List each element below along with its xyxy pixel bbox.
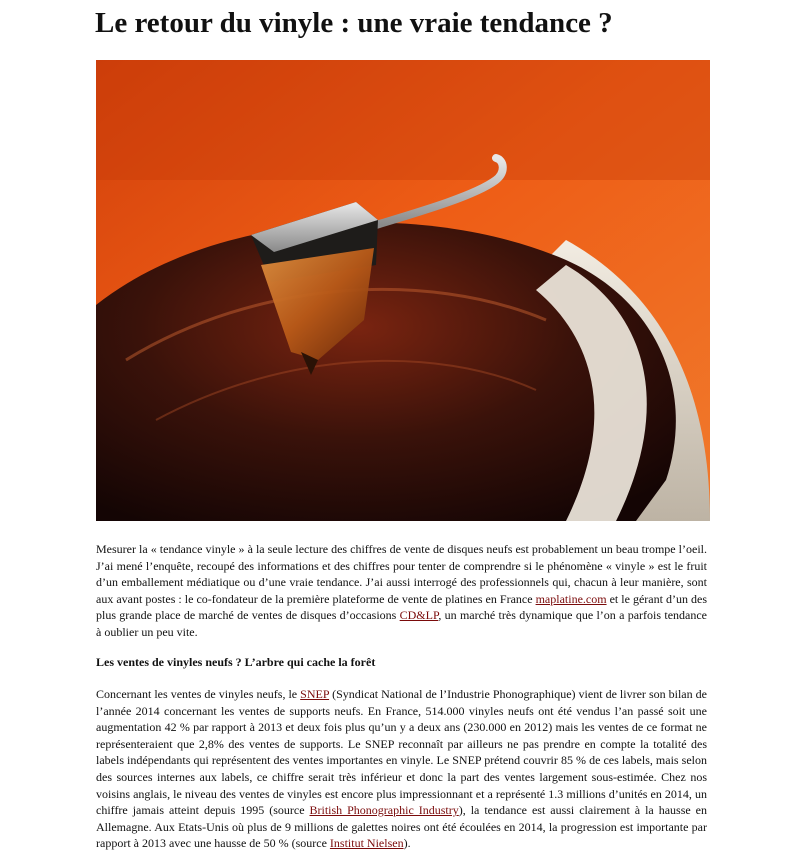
intro-text-2: et le gérant d’un des plus grande place de marché de ventes de disques d’occasions xyxy=(96,591,707,623)
sales-text-1: Concernant les ventes de vinyles neufs, le xyxy=(96,687,301,701)
link-snep[interactable]: SNEP xyxy=(300,687,330,701)
link-maplatine[interactable]: maplatine.com xyxy=(535,591,607,606)
turntable-photo xyxy=(96,60,710,521)
intro-text-3: , un marché très dynamique que l’on a parfois tendance à oublier un peu vite. xyxy=(96,608,707,639)
link-nielsen[interactable]: Institut Nielsen xyxy=(329,836,404,851)
section-heading: Les ventes de vinyles neufs ? L’arbre qui cache la forêt xyxy=(96,655,376,669)
link-cdlp[interactable]: CD&LP xyxy=(399,608,439,623)
intro-paragraph xyxy=(96,541,707,641)
link-bpi[interactable]: British Phonographic Industry xyxy=(309,803,459,818)
sales-text-4: ). xyxy=(403,836,411,851)
sales-text-3: ), la tendance est aussi clairement à la hausse en Allemagne. Aux Etats-Unis où plus de 9 millions de galettes noires ont été écoulées en 2014, la progression est importante par rapport à 2013 avec une hausse de 50 % (source xyxy=(96,803,708,851)
intro-text-1: Mesurer la « tendance vinyle » à la seule lecture des chiffres de vente de disques neufs est probablement un beau trompe l’oeil. J’ai mené l’enquête, recoupé des informations et des chiffres pour tenter de comprendre si le phénomène « vinyle » est le fruit d’un emballement médiatique ou d’une vraie tendance. J’ai aussi interrogé des professionnels qui, chacun à leur manière, sont aux avant postes : le co-fondateur de la première plateforme de vente de platines en France xyxy=(96,542,707,606)
article-title: Le retour du vinyle : une vraie tendance ? xyxy=(95,7,613,39)
sales-text-2: (Syndicat National de l’Industrie Phonographique) vient de livrer son bilan de l’année 2014 concernant les ventes de supports neufs. En France, 514.000 vinyles neufs ont été vendus l’an passé soit une augmentation 42 % par rapport à 2013 et deux fois plus qu’un y a deux ans (230.000 en 2012) mais les ventes de ce format ne représenteraient que 2,8% des ventes de supports. Le SNEP reconnaît par ailleurs ne pas prendre en compte la totalité des labels indépendants qui représentent des ventes importantes en vinyle. Le SNEP prétend couvrir 85 % de ces labels, mais selon des sources internes aux labels, ce chiffre serait très inférieur et donc la part des ventes largement sous-estimée. Chez nos voisins anglais, le niveau des ventes de vinyles est encore plus impressionnant et a représenté 1.3 millions d’unités en 2014, un chiffre jamais atteint depuis 1995 (source xyxy=(96,687,707,818)
sales-paragraph xyxy=(96,686,707,852)
